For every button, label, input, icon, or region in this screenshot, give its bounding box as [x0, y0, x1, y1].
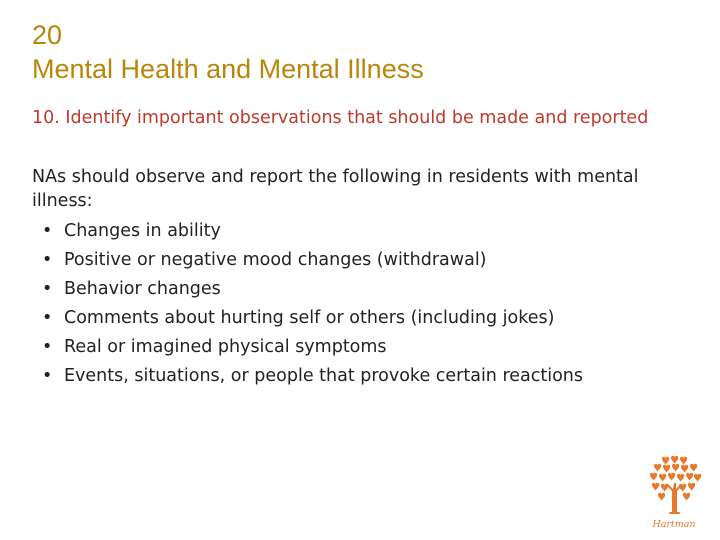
- chapter-number: 20: [32, 20, 63, 50]
- list-item: • Comments about hurting self or others (including jokes): [32, 304, 692, 333]
- chapter-header: [32, 18, 424, 86]
- learning-objective: 10. Identify important observations that should be made and reported: [32, 108, 649, 128]
- list-item: • Events, situations, or people that provoke certain reactions: [32, 362, 692, 391]
- list-item: • Positive or negative mood changes (withdrawal): [32, 246, 692, 275]
- bullet-icon: •: [42, 337, 53, 357]
- bullet-icon: •: [42, 366, 53, 386]
- body-intro: NAs should observe and report the following in residents with mental illness:: [32, 167, 639, 211]
- bullet-icon: •: [42, 308, 53, 328]
- bullet-icon: •: [42, 250, 53, 270]
- heart-tree-icon: [650, 456, 701, 514]
- list-item: • Real or imagined physical symptoms: [32, 333, 692, 362]
- list-item: • Behavior changes: [32, 275, 692, 304]
- observation-list: [32, 217, 692, 391]
- list-item: • Changes in ability: [32, 217, 692, 246]
- hartman-logo: [640, 455, 708, 535]
- chapter-title: Mental Health and Mental Illness: [32, 54, 424, 84]
- bullet-icon: •: [42, 221, 53, 241]
- body-content: [32, 165, 692, 391]
- bullet-icon: •: [42, 279, 53, 299]
- logo-wordmark: Hartman: [652, 519, 696, 530]
